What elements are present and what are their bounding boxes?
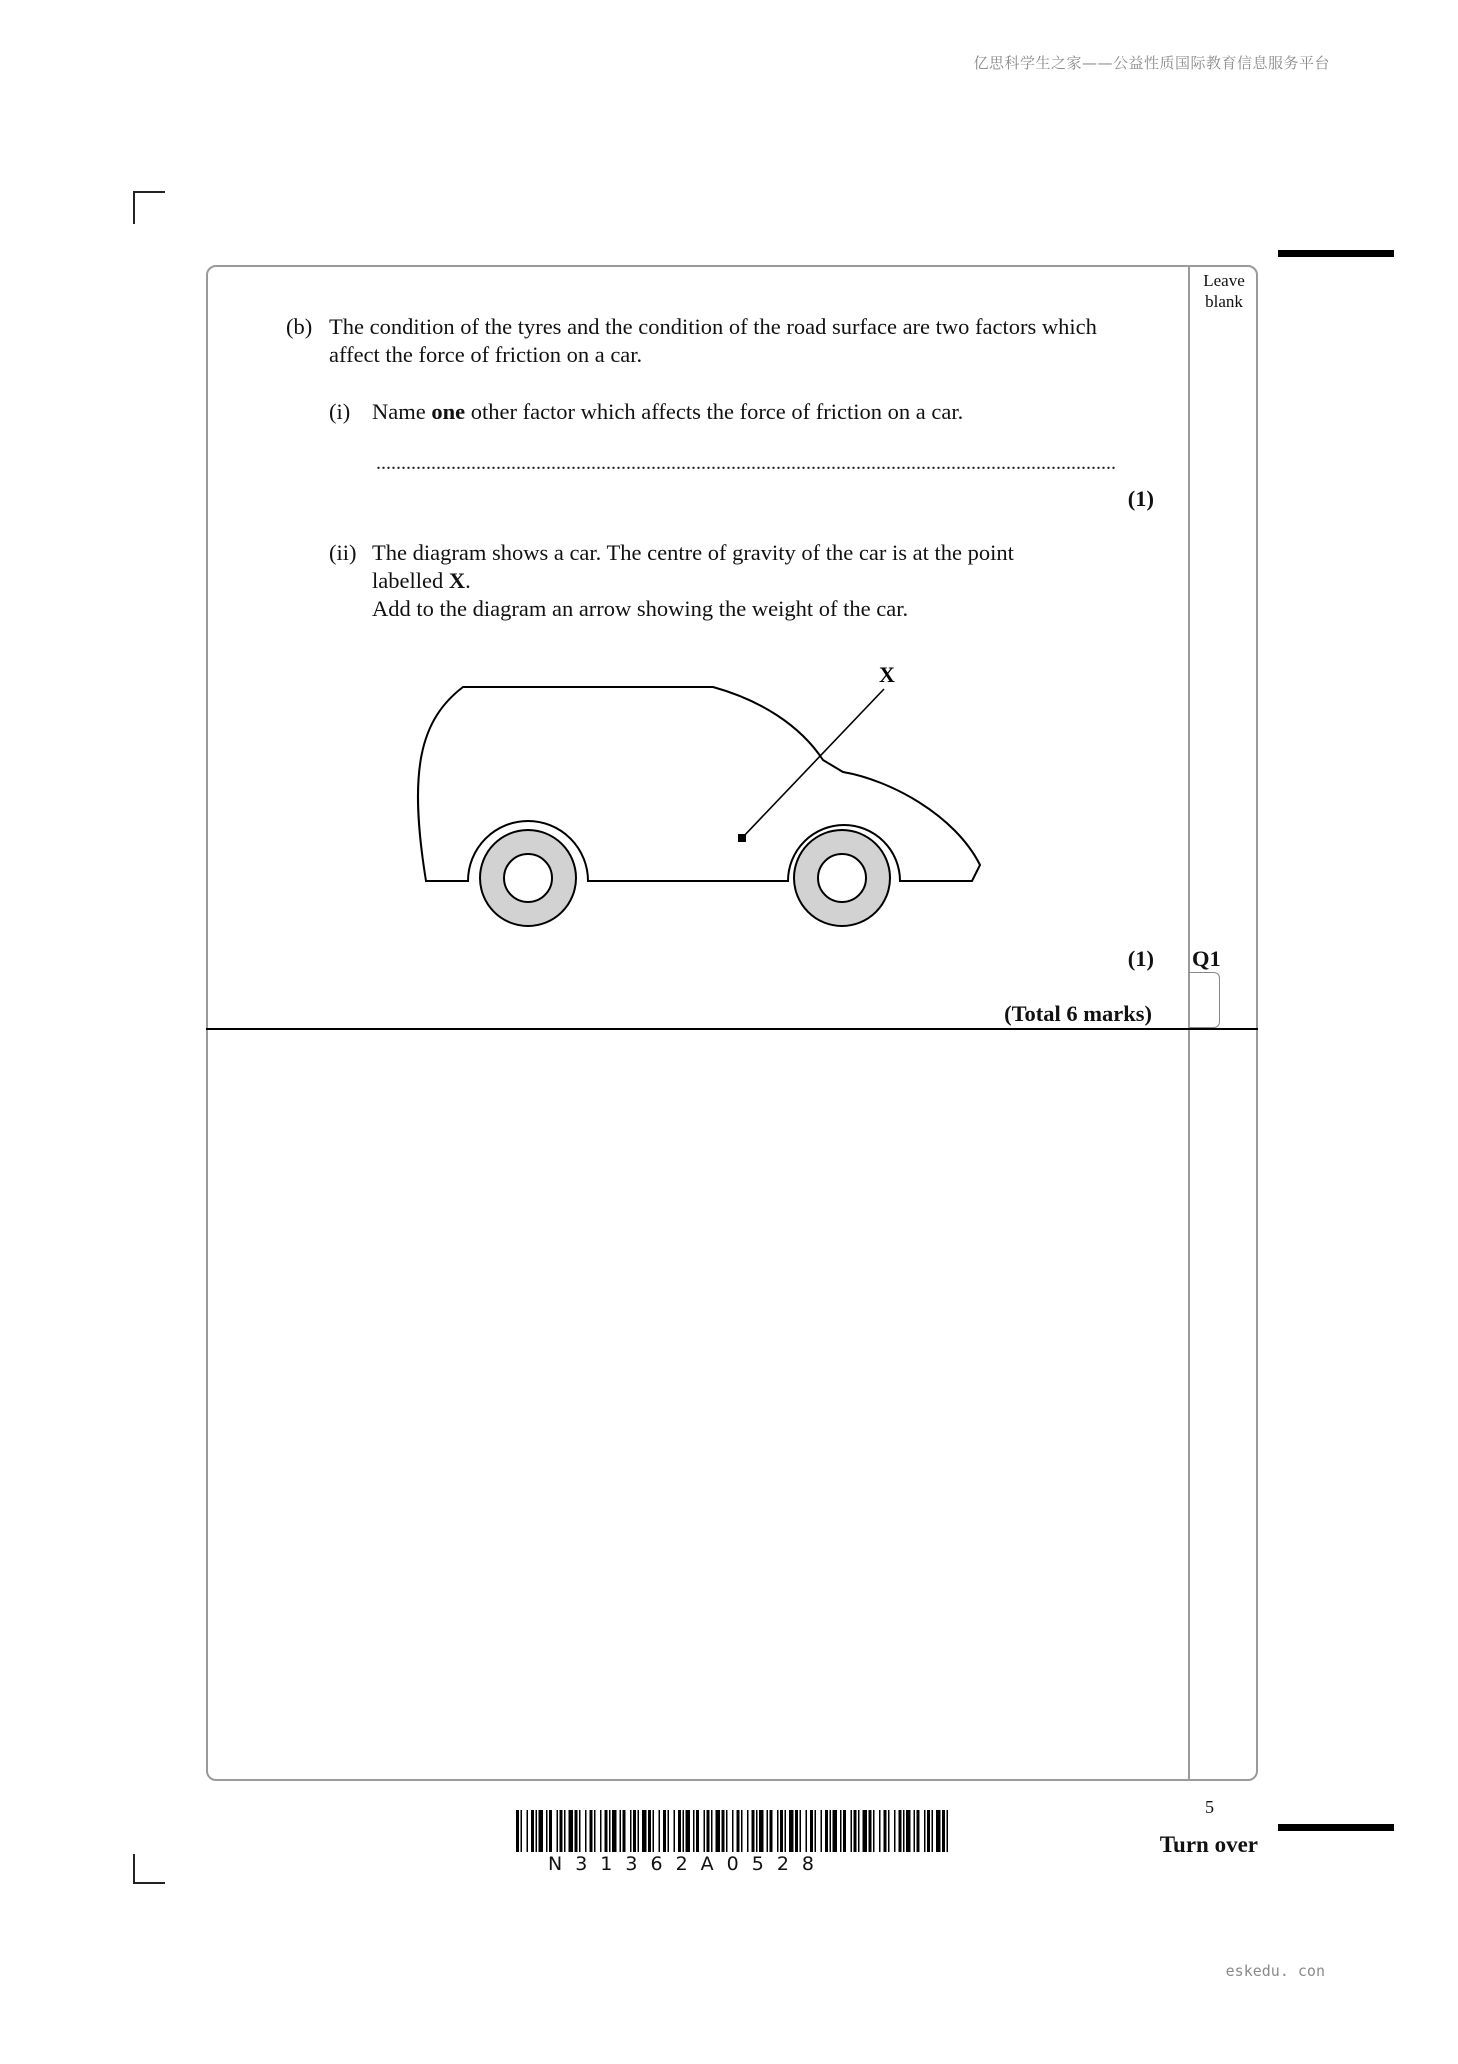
barcode-bar <box>659 1810 661 1852</box>
barcode-bar <box>927 1810 930 1852</box>
barcode-bar <box>780 1810 783 1852</box>
barcode-bar <box>722 1810 725 1852</box>
sub-ii-line2 <box>372 567 471 595</box>
barcode-bar <box>605 1810 608 1852</box>
barcode-bar <box>590 1810 593 1852</box>
barcode-bar <box>686 1810 691 1852</box>
question-id: Q1 <box>1192 946 1221 971</box>
crop-mark-bottom-h <box>133 1882 165 1884</box>
barcode-bar <box>932 1810 934 1852</box>
watermark-header: 亿思科学生之家——公益性质国际教育信息服务平台 <box>973 54 1330 72</box>
barcode-bar <box>531 1810 534 1852</box>
barcode-bar <box>851 1810 853 1852</box>
barcode-bar <box>564 1810 566 1852</box>
barcode-bar <box>843 1810 846 1852</box>
barcode <box>516 1810 950 1852</box>
centre-of-gravity-leader <box>742 689 884 838</box>
sub-ii-label: (ii) <box>329 540 357 565</box>
barcode-bar <box>833 1810 838 1852</box>
barcode-bar <box>560 1810 563 1852</box>
barcode-bar <box>642 1810 647 1852</box>
answer-line[interactable]: .................................................................................................................................................... <box>376 452 1116 472</box>
barcode-bar <box>668 1810 670 1852</box>
barcode-bar <box>854 1810 857 1852</box>
turn-over: Turn over <box>1159 1832 1258 1857</box>
crop-mark-top <box>133 191 135 224</box>
examiner-mark-box[interactable] <box>1189 972 1220 1028</box>
front-wheel <box>480 830 576 926</box>
rear-wheel <box>794 830 890 926</box>
barcode-bar <box>899 1810 902 1852</box>
barcode-bar <box>549 1810 552 1852</box>
barcode-bar <box>732 1810 734 1852</box>
barcode-bar <box>536 1810 538 1852</box>
barcode-bar <box>888 1810 890 1852</box>
registration-bar-bottom <box>1278 1824 1394 1831</box>
barcode-digits: N31362A0528 <box>548 1853 828 1875</box>
barcode-bar <box>785 1810 787 1852</box>
barcode-bar <box>767 1810 769 1852</box>
barcode-bar <box>800 1810 802 1852</box>
part-intro-line2: affect the force of friction on a car. <box>329 342 643 367</box>
page-number: 5 <box>1205 1797 1214 1817</box>
barcode-bar <box>693 1810 695 1852</box>
barcode-bar <box>884 1810 887 1852</box>
barcode-bar <box>741 1810 743 1852</box>
barcode-bar <box>557 1810 559 1852</box>
barcode-bar <box>737 1810 740 1852</box>
part-label: (b) <box>286 314 313 339</box>
barcode-bar <box>630 1810 632 1852</box>
barcode-bar <box>539 1810 544 1852</box>
barcode-bar <box>770 1810 773 1852</box>
barcode-bar <box>863 1810 868 1852</box>
barcode-bar <box>906 1810 911 1852</box>
barcode-bar <box>759 1810 764 1852</box>
sub-ii-line2-after: . <box>465 568 471 593</box>
barcode-bar <box>704 1810 706 1852</box>
sub-i-label: (i) <box>329 399 351 424</box>
barcode-bar <box>674 1810 676 1852</box>
barcode-bar <box>869 1810 872 1852</box>
barcode-bar <box>707 1810 710 1852</box>
barcode-bar <box>873 1810 875 1852</box>
barcode-bar <box>521 1810 523 1852</box>
sub-ii-marks: (1) <box>1127 946 1154 971</box>
total-marks: (Total 6 marks) <box>1004 1001 1152 1026</box>
barcode-bar <box>840 1810 842 1852</box>
crop-mark-bottom <box>133 1854 135 1884</box>
barcode-bar <box>663 1810 666 1852</box>
barcode-bar <box>678 1810 681 1852</box>
watermark-footer: eskedu. con <box>1225 1962 1325 1980</box>
barcode-bar <box>942 1810 945 1852</box>
part-intro-line1: The condition of the tyres and the condition of the road surface are two factors which <box>329 314 1097 339</box>
barcode-bar <box>594 1810 596 1852</box>
sub-ii-line3: Add to the diagram an arrow showing the weight of the car. <box>372 596 909 621</box>
barcode-bar <box>585 1810 587 1852</box>
barcode-bar <box>947 1810 949 1852</box>
sub-i-text-bold: one <box>431 399 466 424</box>
sub-i-text-after: other factor which affects the force of friction on a car. <box>465 399 964 424</box>
barcode-bar <box>936 1810 941 1852</box>
barcode-bar <box>756 1810 758 1852</box>
barcode-bar <box>527 1810 529 1852</box>
barcode-bar <box>789 1810 794 1852</box>
barcode-bar <box>569 1810 574 1852</box>
car-diagram[interactable] <box>400 650 1000 950</box>
barcode-bar <box>579 1810 581 1852</box>
barcode-bar <box>810 1810 813 1852</box>
barcode-bar <box>653 1810 655 1852</box>
sub-i-question <box>372 398 1162 426</box>
barcode-bar <box>612 1810 617 1852</box>
point-x-label: X <box>879 662 895 687</box>
barcode-bar <box>726 1810 728 1852</box>
barcode-bar <box>711 1810 713 1852</box>
barcode-bar <box>575 1810 578 1852</box>
barcode-bar <box>825 1810 828 1852</box>
sub-ii-line2-before: labelled <box>372 568 449 593</box>
barcode-bar <box>917 1810 920 1852</box>
barcode-bar <box>806 1810 808 1852</box>
barcode-bar <box>830 1810 832 1852</box>
barcode-bar <box>894 1810 896 1852</box>
barcode-bar <box>903 1810 905 1852</box>
question-end-divider <box>206 1028 1258 1030</box>
barcode-bar <box>696 1810 699 1852</box>
barcode-bar <box>648 1810 651 1852</box>
barcode-bar <box>747 1810 749 1852</box>
barcode-bar <box>821 1810 823 1852</box>
sub-i-text-before: Name <box>372 399 432 424</box>
barcode-bar <box>683 1810 685 1852</box>
barcode-bar <box>795 1810 798 1852</box>
centre-of-gravity-point[interactable] <box>738 834 746 842</box>
barcode-bar <box>623 1810 626 1852</box>
barcode-bar <box>752 1810 755 1852</box>
barcode-bar <box>620 1810 622 1852</box>
barcode-bar <box>879 1810 881 1852</box>
barcode-bar <box>546 1810 548 1852</box>
barcode-bar <box>777 1810 779 1852</box>
sub-i-marks: (1) <box>1127 486 1154 511</box>
barcode-bar <box>924 1810 926 1852</box>
barcode-bar <box>633 1810 636 1852</box>
barcode-bar <box>815 1810 817 1852</box>
barcode-bar <box>914 1810 916 1852</box>
barcode-bar <box>600 1810 602 1852</box>
crop-mark-top-h <box>133 191 165 193</box>
barcode-bar <box>516 1810 519 1852</box>
barcode-bar <box>858 1810 860 1852</box>
barcode-bar <box>609 1810 611 1852</box>
sub-ii-line1: The diagram shows a car. The centre of gravity of the car is at the point <box>372 540 1014 565</box>
sub-ii-line2-bold: X <box>448 568 466 593</box>
registration-bar-top <box>1278 250 1394 257</box>
leave-blank-label: Leave blank <box>1203 271 1245 311</box>
barcode-bar <box>638 1810 640 1852</box>
barcode-bar <box>716 1810 721 1852</box>
